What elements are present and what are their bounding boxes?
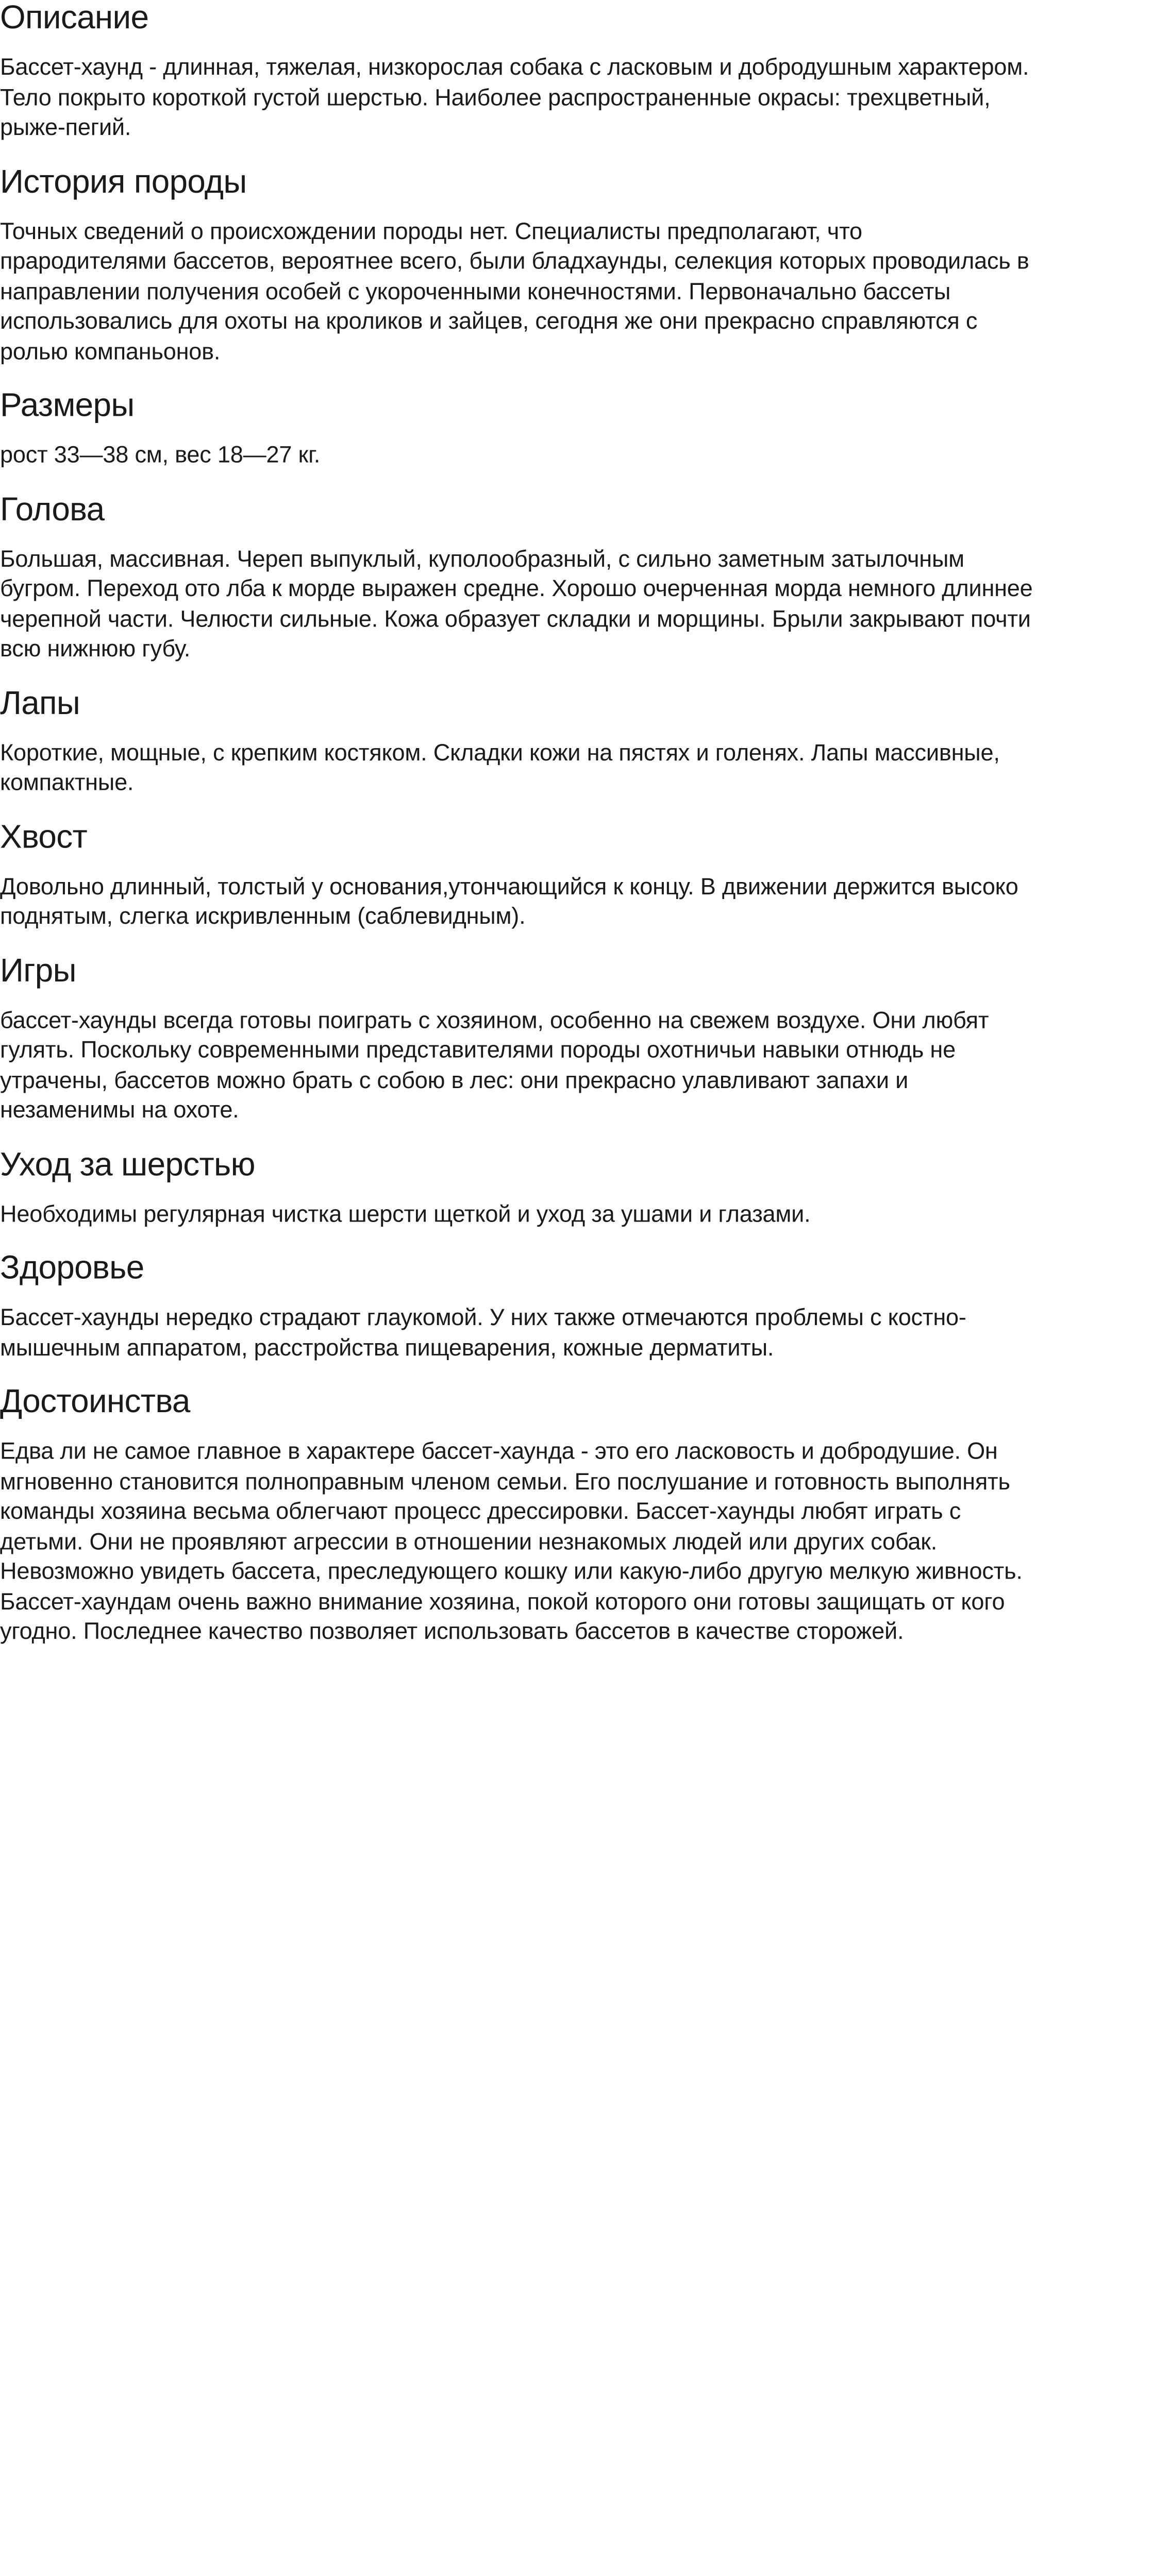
section-heading: Лапы (0, 685, 80, 722)
section-golova (0, 492, 1170, 665)
section-uhod (0, 1146, 1170, 1230)
section-text: Бассет-хаунды нередко страдают глаукомой. У них также отмечаются проблемы с костно- мышечным аппаратом, расстройства пищеварения, кожные дерматиты. (0, 1304, 966, 1361)
section-hvost (0, 819, 1170, 933)
section-text: Точных сведений о происхождении породы нет. Специалисты предполагают, что прародителями бассетов, вероятнее всего, были бладхаунды, селекция которых проводилась в направлении получения особей с укороченными конечностями. Первоначально бассеты использовались для охоты на кроликов и зайцев, сегодня же они прекрасно справляются с ролью компаньонов. (0, 218, 1029, 365)
section-text: Необходимы регулярная чистка шерсти щеткой и уход за ушами и глазами. (0, 1200, 811, 1227)
section-heading: Здоровье (0, 1250, 144, 1286)
section-text: Большая, массивная. Череп выпуклый, куполообразный, с сильно заметным затылочным бугром. Переход ото лба к морде выражен средне. Хорошо очерченная морда немного длиннее черепной части. Челюсти сильные. Кожа образует складки и морщины. Брыли закрывают почти всю нижнюю губу. (0, 546, 1033, 662)
section-heading: Голова (0, 491, 105, 528)
section-text: бассет-хаунды всегда готовы поиграть с хозяином, особенно на свежем воздухе. Они любят гулять. Поскольку современными представителями породы охотничьи навыки отнюдь не утрачены, бассетов можно брать с собою в лес: они прекрасно улавливают запахи и незаменимы на охоте. (0, 1007, 989, 1124)
section-heading: Хвост (0, 819, 88, 855)
section-heading: История породы (0, 163, 247, 200)
section-heading: Описание (0, 0, 149, 37)
section-text: Бассет-хаунд - длинная, тяжелая, низкорослая собака с ласковым и добродушным характером. Тело покрыто короткой густой шерстью. Наиболее распространенные окрасы: трехцветный, рыже-пегий. (0, 54, 1029, 141)
section-zdorovie (0, 1250, 1170, 1364)
section-text: Довольно длинный, толстый у основания,утончающийся к концу. В движении держится высоко поднятым, слегка искривленным (саблевидным). (0, 873, 1018, 929)
section-heading: Уход за шерстью (0, 1146, 255, 1183)
section-istoriya (0, 164, 1170, 367)
section-opisanie (0, 0, 1170, 143)
section-heading: Достоинства (0, 1384, 190, 1420)
section-text: рост 33—38 см, вес 18—27 кг. (0, 442, 321, 468)
section-lapy (0, 685, 1170, 799)
section-text: Короткие, мощные, с крепким костяком. Складки кожи на пястях и голенях. Лапы массивные, компактные. (0, 739, 1000, 796)
section-igry (0, 953, 1170, 1126)
section-text: Едва ли не самое главное в характере бассет-хаунда - это его ласковость и добродушие. Он мгновенно становится полноправным членом семьи. Его послушание и готовность выполнять команды хозяина весьма облегчают процесс дрессировки. Бассет-хаунды любят играть с детьми. Они не проявляют агрессии в отношении незнакомых людей или других собак. Невозможно увидеть бассета, преследующего кошку или какую-либо другую мелкую живность. Бассет-хаундам очень важно внимание хозяина, покой которого они готовы защищать от кого угодно. Последнее качество позволяет использовать бассетов в качестве сторожей. (0, 1438, 1023, 1645)
section-heading: Игры (0, 953, 76, 989)
section-razmery (0, 387, 1170, 471)
section-heading: Размеры (0, 387, 135, 424)
section-dostoinstva (0, 1384, 1170, 1648)
